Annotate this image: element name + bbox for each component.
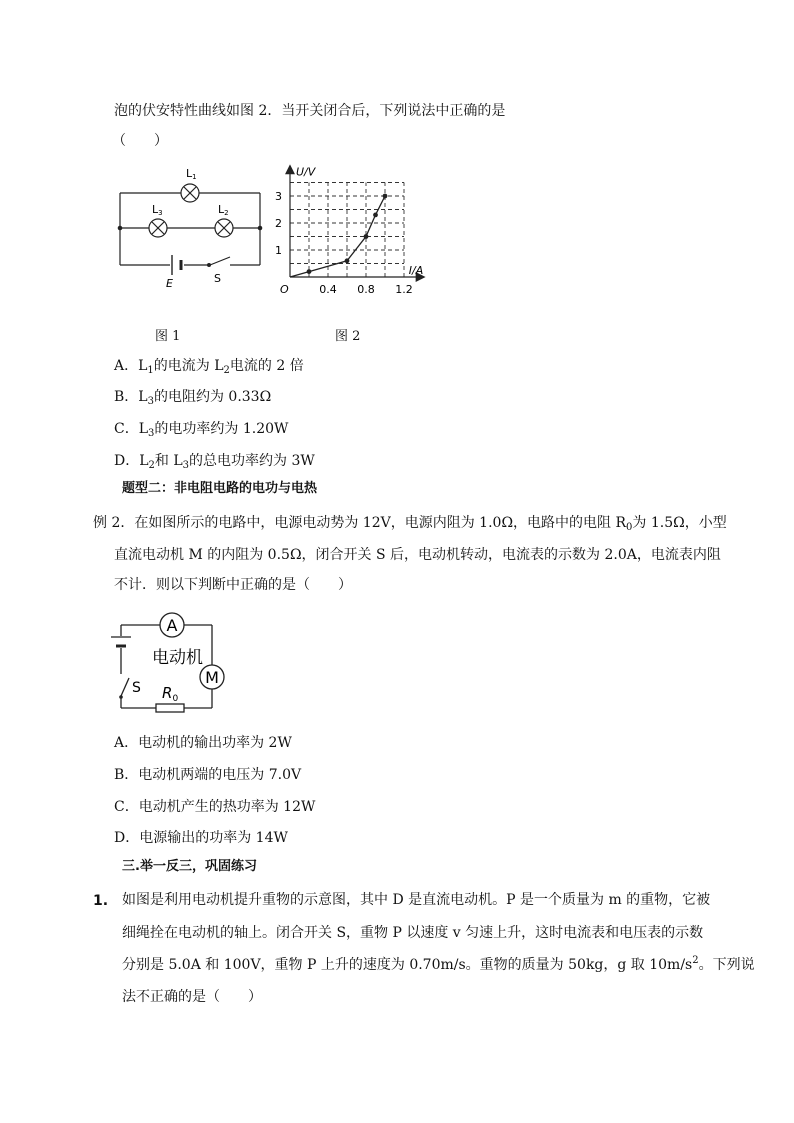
ex2-option-b: B．电动机两端的电压为 7.0V <box>114 767 302 783</box>
data-point <box>345 258 350 263</box>
ex2-option-d: D．电源输出的功率为 14W <box>114 830 288 846</box>
ex2-motor-circuit <box>108 608 238 718</box>
p1-line-4: 法不正确的是（ ） <box>122 989 262 1005</box>
x-tick-label: 0.8 <box>357 283 375 296</box>
data-point <box>383 194 388 199</box>
y-axis-arrow <box>286 166 294 174</box>
figure-2-caption: 图 2 <box>335 329 361 344</box>
data-point <box>307 269 312 274</box>
y-tick-label: 2 <box>275 217 282 230</box>
switch-pivot <box>119 695 123 699</box>
svg-text:A: A <box>166 616 178 635</box>
junction-left <box>118 226 123 231</box>
q1-option-a: A．$L_1$的电流为 $L_2$电流的 2 倍 <box>114 358 304 376</box>
data-point <box>373 213 378 218</box>
p1-line-2: 细绳拴在电动机的轴上。闭合开关 S，重物 P 以速度 v 匀速上升，这时电流表和电压表的示数 <box>122 925 704 941</box>
motor-label: 电动机 <box>152 648 203 668</box>
y-tick-label: 1 <box>275 244 282 257</box>
q1-option-d: D．$L_2$和 $L_3$的总电功率约为 3W <box>114 453 315 471</box>
x-axis-label: I/A <box>408 264 424 277</box>
p1-line-1: 如图是利用电动机提升重物的示意图，其中 D 是直流电动机。P 是一个质量为 m 的重物，它被 <box>122 892 711 908</box>
switch-blade <box>210 257 230 265</box>
ex2-line-2: 直流电动机 M 的内阻为 0.5Ω，闭合开关 S 后，电动机转动，电流表的示数为 2.0A，电流表内阻 <box>114 547 721 563</box>
figure-1-caption: 图 1 <box>155 329 181 344</box>
q1-option-b: B．$L_3$的电阻约为 0.33Ω <box>114 389 272 407</box>
type2-heading: 题型二：非电阻电路的电功与电热 <box>122 481 318 496</box>
figure-2-ui-chart <box>275 160 445 300</box>
ex2-line-3: 不计．则以下判断中正确的是（ ） <box>114 577 352 593</box>
figure-1-circuit <box>110 165 270 295</box>
q1-answer-bracket: （ ） <box>112 133 168 149</box>
data-point <box>364 234 369 239</box>
p1-number: 1. <box>93 893 109 909</box>
switch-label-s: S <box>214 272 221 285</box>
svg-text:L2: L2 <box>218 203 229 217</box>
resistor-label: $R_0$ <box>162 684 179 704</box>
svg-text:M: M <box>205 668 219 687</box>
section-3-heading: 三.举一反三，巩固练习 <box>122 859 257 874</box>
lamp-l2 <box>215 203 233 237</box>
x-tick-label: 1.2 <box>395 283 413 296</box>
ammeter <box>160 613 184 637</box>
motor <box>200 665 224 689</box>
resistor-r0 <box>156 704 184 712</box>
origin-label: O <box>280 283 289 296</box>
lamp-l3 <box>149 203 167 237</box>
ex2-line-1: 例 2．在如图所示的电路中，电源电动势为 12V，电源内阻为 1.0Ω，电路中的电阻 $R_0$为 1.5Ω，小型 <box>93 515 727 533</box>
switch-pivot <box>207 263 211 267</box>
q1-option-c: C．$L_3$的电功率约为 1.20W <box>114 421 289 439</box>
lamp-l1 <box>181 167 199 202</box>
source-label-e: E <box>166 277 173 290</box>
svg-text:L1: L1 <box>186 167 197 181</box>
x-tick-label: 0.4 <box>319 283 337 296</box>
y-tick-label: 3 <box>275 190 282 203</box>
svg-text:L3: L3 <box>152 203 163 217</box>
ex2-option-a: A．电动机的输出功率为 2W <box>114 735 292 751</box>
junction-right <box>258 226 263 231</box>
p1-line-3: 分别是 5.0A 和 100V，重物 P 上升的速度为 0.70m/s。重物的质量为 50kg，g 取 $10m/s^2$。下列说 <box>122 955 755 973</box>
q1-stem-line: 泡的伏安特性曲线如图 2．当开关闭合后，下列说法中正确的是 <box>114 103 506 119</box>
y-axis-label: U/V <box>296 165 316 179</box>
switch-label-s: S <box>132 680 141 696</box>
ex2-option-c: C．电动机产生的热功率为 12W <box>114 799 316 815</box>
